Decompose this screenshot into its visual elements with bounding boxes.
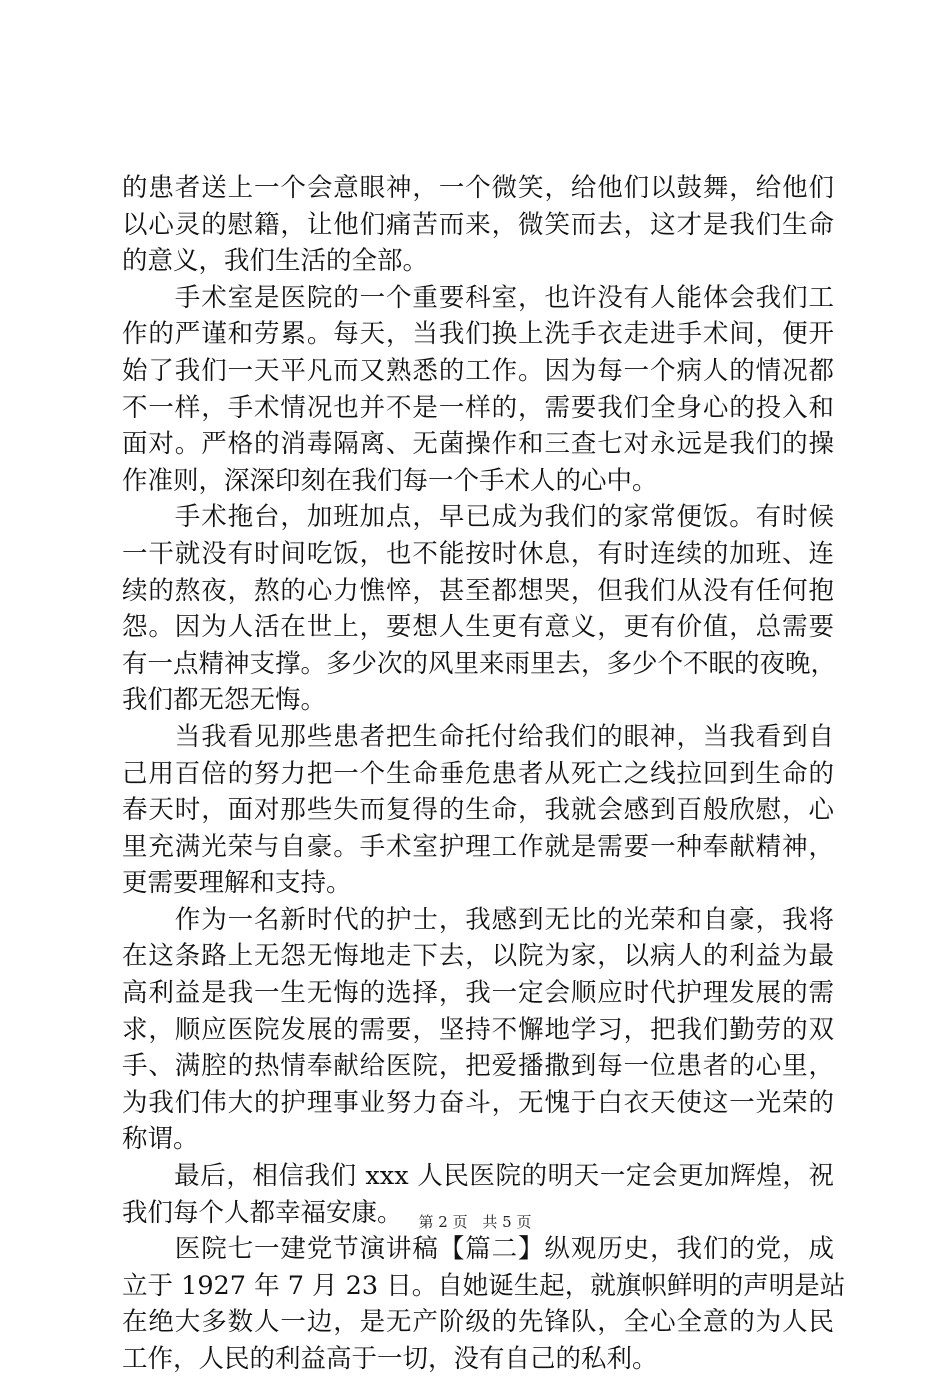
text-line: 己用百倍的努力把一个生命垂危患者从死亡之线拉回到生命的 [122,758,834,789]
text-line: 里充满光荣与自豪。手术室护理工作就是需要一种奉献精神， [122,831,834,862]
text-line: 手术拖台，加班加点，早已成为我们的家常便饭。有时候 [122,502,834,533]
text-line: 医院七一建党节演讲稿【篇二】纵观历史，我们的党，成 [122,1234,834,1265]
text-line: 的意义，我们生活的全部。 [122,246,429,277]
text-line: 求，顺应医院发展的需要，坚持不懈地学习，把我们勤劳的双 [122,1014,834,1045]
text-line: 作准则，深深印刻在我们每一个手术人的心中。 [122,465,658,496]
page-number: 第 2 页 [418,1213,468,1231]
text-line: 不一样，手术情况也并不是一样的，需要我们全身心的投入和 [122,392,834,423]
text-line: 作为一名新时代的护士，我感到无比的光荣和自豪，我将 [122,904,834,935]
text-line: 为我们伟大的护理事业努力奋斗，无愧于白衣天使这一光荣的 [122,1087,834,1118]
text-line: 在绝大多数人一边，是无产阶级的先锋队，全心全意的为人民 [122,1307,834,1338]
text-line: 面对。严格的消毒隔离、无菌操作和三查七对永远是我们的操 [122,429,834,460]
text-line: 怨。因为人活在世上，要想人生更有意义，更有价值，总需要 [122,612,834,643]
text-line: 我们每个人都幸福安康。 [122,1197,403,1228]
document-body [122,170,846,1378]
text-line: 续的熬夜，熬的心力憔悴，甚至都想哭，但我们从没有任何抱 [122,575,834,606]
text-line: 称谓。 [122,1124,199,1155]
text-line: 手、满腔的热情奉献给医院，把爱播撒到每一位患者的心里， [122,1051,834,1082]
text-line: 一干就没有时间吃饭，也不能按时休息，有时连续的加班、连 [122,538,834,569]
text-line: 更需要理解和支持。 [122,868,352,899]
text-line: 的患者送上一个会意眼神，一个微笑，给他们以鼓舞，给他们 [122,173,834,203]
text-line: 始了我们一天平凡而又熟悉的工作。因为每一个病人的情况都 [122,355,834,386]
text-line: 春天时，面对那些失而复得的生命，我就会感到百般欣慰，心 [122,795,834,826]
text-line: 我们都无怨无悔。 [122,685,327,716]
text-line: 作的严谨和劳累。每天，当我们换上洗手衣走进手术间，便开 [122,319,834,350]
text-line: 立于 1927 年 7 月 23 日。自她诞生起，就旗帜鲜明的声明是站 [122,1270,846,1301]
page-total: 共 5 页 [482,1213,532,1231]
text-line: 手术室是医院的一个重要科室，也许没有人能体会我们工 [122,282,834,313]
text-line: 最后，相信我们 xxx 人民医院的明天一定会更加辉煌，祝 [122,1161,834,1192]
text-line: 有一点精神支撑。多少次的风里来雨里去，多少个不眠的夜晚， [122,648,837,679]
text-line: 高利益是我一生无悔的选择，我一定会顺应时代护理发展的需 [122,978,834,1009]
text-line: 以心灵的慰籍，让他们痛苦而来，微笑而去，这才是我们生命 [122,209,834,240]
text-line: 当我看见那些患者把生命托付给我们的眼神，当我看到自 [122,721,834,752]
text-line: 在这条路上无怨无悔地走下去，以院为家，以病人的利益为最 [122,941,834,972]
page-footer [0,1212,950,1232]
text-line: 工作，人民的利益高于一切，没有自己的私利。 [122,1344,658,1374]
